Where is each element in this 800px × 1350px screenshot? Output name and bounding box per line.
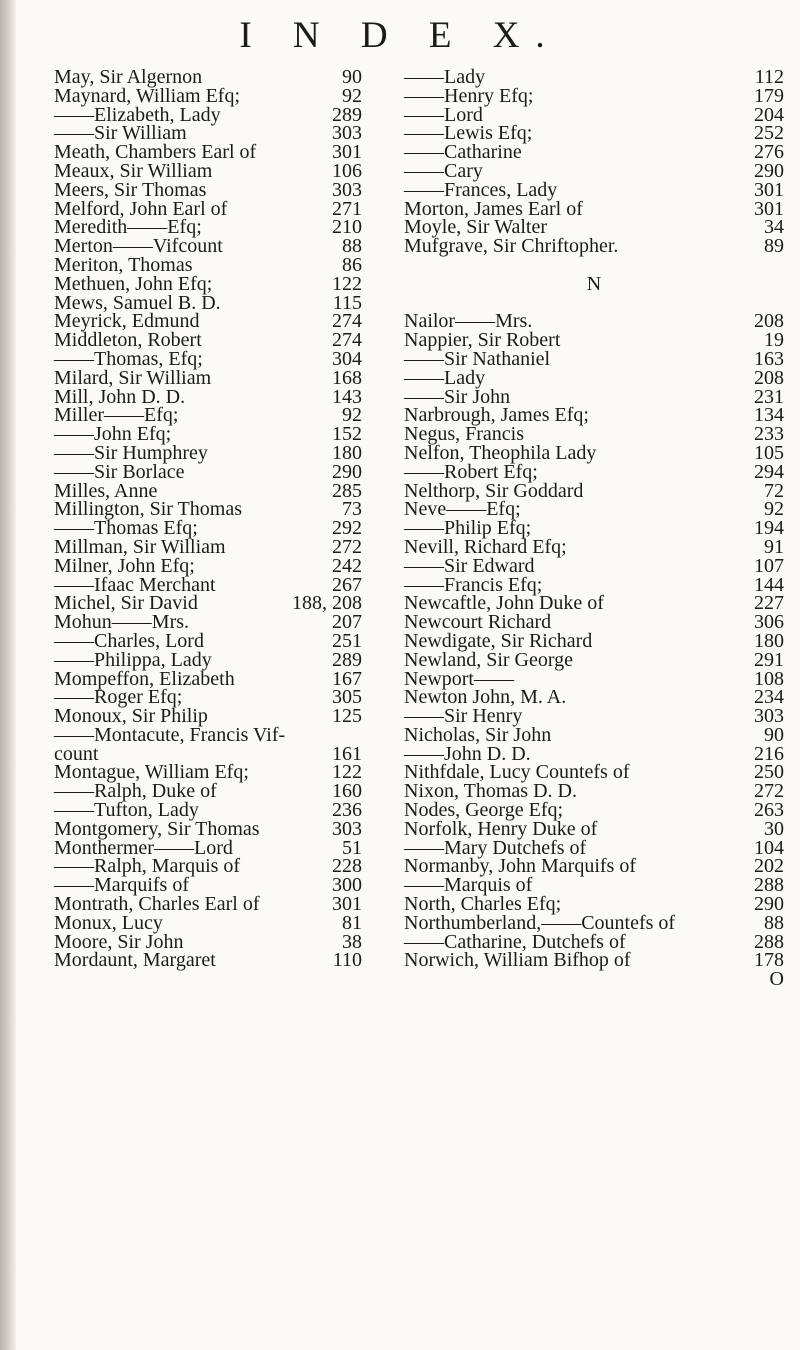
entry-name: Monoux, Sir Philip <box>54 705 208 728</box>
index-entry <box>404 347 784 370</box>
entry-page-number: 163 <box>754 347 784 370</box>
entry-name: Norwich, William Bifhop of <box>404 949 631 972</box>
entry-page-number: 188, 208 <box>292 592 362 615</box>
entry-name: Negus, Francis <box>404 423 524 446</box>
entry-name: ——Sir Borlace <box>54 460 185 483</box>
index-entry <box>54 911 414 934</box>
entry-name: count <box>54 742 99 765</box>
entry-name: ——Thomas Efq; <box>54 517 198 540</box>
index-entry <box>404 648 784 671</box>
entry-name: Meriton, Thomas <box>54 253 193 276</box>
entry-page-number: 301 <box>332 141 362 164</box>
entry-page-number: 72 <box>764 479 784 502</box>
entry-name: ——Lewis Efq; <box>404 122 533 145</box>
entry-page-number: 301 <box>754 197 784 220</box>
index-entry <box>54 723 414 746</box>
entry-page-number: 250 <box>754 761 784 784</box>
index-entry <box>404 441 784 464</box>
entry-page-number: 216 <box>754 742 784 765</box>
entry-page-number: 208 <box>754 310 784 333</box>
index-entry <box>54 554 414 577</box>
entry-name: Normanby, John Marquifs of <box>404 855 637 878</box>
index-entry <box>404 68 784 87</box>
entry-name: ——Robert Efq; <box>404 460 538 483</box>
entry-page-number: 294 <box>754 460 784 483</box>
entry-page-number: 233 <box>754 423 784 446</box>
entry-page-number: 161 <box>332 742 362 765</box>
entry-name: ——Lord <box>404 103 483 126</box>
entry-page-number: 134 <box>754 404 784 427</box>
index-entry <box>54 253 414 276</box>
entry-name: ——Sir Henry <box>404 705 523 728</box>
entry-name: ——Sir Nathaniel <box>404 347 551 370</box>
entry-name: Merton——Vifcount <box>54 235 223 258</box>
entry-name: Nixon, Thomas D. D. <box>404 780 577 803</box>
entry-page-number: 208 <box>754 366 784 389</box>
index-entry <box>54 629 414 652</box>
entry-page-number: 207 <box>332 611 362 634</box>
entry-page-number: 303 <box>332 122 362 145</box>
entry-page-number: 160 <box>332 780 362 803</box>
entry-name: Newcourt Richard <box>404 611 552 634</box>
entry-page-number: 231 <box>754 385 784 408</box>
entry-page-number: 122 <box>332 761 362 784</box>
entry-page-number: 290 <box>754 893 784 916</box>
entry-page-number: 291 <box>754 648 784 671</box>
entry-page-number: 272 <box>332 535 362 558</box>
entry-name: ——Philippa, Lady <box>54 648 212 671</box>
entry-page-number: 110 <box>332 949 362 972</box>
entry-page-number: 115 <box>332 291 362 314</box>
entry-name: Morton, James Earl of <box>404 197 583 220</box>
entry-name: Nevill, Richard Efq; <box>404 535 567 558</box>
entry-page-number: 290 <box>754 159 784 182</box>
entry-page-number: 178 <box>754 949 784 972</box>
index-entry <box>404 629 784 652</box>
entry-page-number: 285 <box>332 479 362 502</box>
entry-name: ——Sir William <box>54 122 187 145</box>
entry-name: Nailor——Mrs. <box>404 310 533 333</box>
entry-page-number: 38 <box>342 930 362 953</box>
entry-page-number: 81 <box>342 911 362 934</box>
entry-name: Nicholas, Sir John <box>404 723 552 746</box>
entry-page-number: 272 <box>754 780 784 803</box>
entry-page-number: 51 <box>342 836 362 859</box>
entry-name: Norfolk, Henry Duke of <box>404 817 598 840</box>
entry-name: Millman, Sir William <box>54 535 226 558</box>
entry-page-number: 88 <box>764 911 784 934</box>
entry-name: ——Cary <box>404 159 483 182</box>
entry-name: Montague, William Efq; <box>54 761 249 784</box>
entry-name: Milles, Anne <box>54 479 158 502</box>
entry-page-number: 90 <box>342 66 362 88</box>
entry-name: Northumberland,——Countefs of <box>404 911 676 934</box>
entry-name: Nodes, George Efq; <box>404 799 564 822</box>
entry-name: ——Philip Efq; <box>404 517 532 540</box>
entry-page-number: 252 <box>754 122 784 145</box>
entry-name: ——Thomas, Efq; <box>54 347 203 370</box>
entry-page-number: 290 <box>332 460 362 483</box>
entry-name: Millington, Sir Thomas <box>54 498 242 521</box>
entry-name: ——Lady <box>404 366 486 389</box>
entry-page-number: 304 <box>332 347 362 370</box>
entry-page-number: 179 <box>754 84 784 107</box>
entry-page-number: 88 <box>342 235 362 258</box>
entry-page-number: 300 <box>332 874 362 897</box>
entry-page-number: 152 <box>332 423 362 446</box>
entry-name: Milner, John Efq; <box>54 554 195 577</box>
index-entry <box>54 178 414 201</box>
index-entry <box>404 951 784 970</box>
entry-name: Narbrough, James Efq; <box>404 404 589 427</box>
entry-name: Mompeffon, Elizabeth <box>54 667 235 690</box>
entry-name: Monux, Lucy <box>54 911 163 934</box>
entry-name: May, Sir Algernon <box>54 66 203 88</box>
entry-name: ——Henry Efq; <box>404 84 534 107</box>
entry-name: ——Ralph, Duke of <box>54 780 217 803</box>
entry-page-number: 274 <box>332 310 362 333</box>
entry-name: ——Ifaac Merchant <box>54 573 216 596</box>
entry-page-number: 73 <box>342 498 362 521</box>
entry-page-number: 92 <box>342 404 362 427</box>
entry-page-number: 303 <box>754 705 784 728</box>
index-entry <box>54 441 414 464</box>
entry-page-number: 267 <box>332 573 362 596</box>
entry-page-number: 305 <box>332 686 362 709</box>
entry-page-number: 251 <box>332 629 362 652</box>
entry-page-number: 167 <box>332 667 362 690</box>
entry-name: Mohun——Mrs. <box>54 611 190 634</box>
entry-page-number: 227 <box>754 592 784 615</box>
index-column-right <box>404 68 784 989</box>
entry-name: ——Marquis of <box>404 874 533 897</box>
entry-page-number: 104 <box>754 836 784 859</box>
entry-page-number: 34 <box>764 216 784 239</box>
entry-name: Newport—— <box>404 667 514 690</box>
index-entry <box>54 535 414 558</box>
entry-name: Montrath, Charles Earl of <box>54 893 260 916</box>
entry-name: Mufgrave, Sir Chriftopher. <box>404 235 619 258</box>
index-column-left <box>54 68 414 970</box>
entry-page-number: 303 <box>332 178 362 201</box>
entry-name: Meers, Sir Thomas <box>54 178 207 201</box>
entry-page-number: 106 <box>332 159 362 182</box>
entry-page-number: 108 <box>754 667 784 690</box>
entry-page-number: 122 <box>332 272 362 295</box>
entry-page-number: 306 <box>754 611 784 634</box>
entry-name: Melford, John Earl of <box>54 197 228 220</box>
entry-page-number: 234 <box>754 686 784 709</box>
index-entry <box>404 366 784 389</box>
entry-name: Newton John, M. A. <box>404 686 567 709</box>
entry-name: ——Sir John <box>404 385 511 408</box>
entry-name: Nelthorp, Sir Goddard <box>404 479 584 502</box>
index-entry <box>54 366 414 389</box>
entry-name: Nelfon, Theophila Lady <box>404 441 597 464</box>
entry-page-number: 289 <box>332 103 362 126</box>
entry-page-number: 274 <box>332 329 362 352</box>
entry-page-number: 289 <box>332 648 362 671</box>
entry-name: ——Catharine, Dutchefs of <box>404 930 626 953</box>
entry-page-number: 180 <box>754 629 784 652</box>
entry-page-number: 301 <box>332 893 362 916</box>
entry-name: Methuen, John Efq; <box>54 272 213 295</box>
entry-page-number: 89 <box>764 235 784 258</box>
entry-name: ——Elizabeth, Lady <box>54 103 221 126</box>
entry-name: Moyle, Sir Walter <box>404 216 547 239</box>
entry-name: ——Tufton, Lady <box>54 799 199 822</box>
entry-name: ——Charles, Lord <box>54 629 204 652</box>
entry-name: ——Ralph, Marquis of <box>54 855 241 878</box>
entry-name: Mordaunt, Margaret <box>54 949 216 972</box>
entry-page-number: 263 <box>754 799 784 822</box>
entry-page-number: 125 <box>332 705 362 728</box>
entry-name: Middleton, Robert <box>54 329 202 352</box>
entry-name: ——Montacute, Francis Vif- <box>54 723 286 746</box>
entry-page-number: 30 <box>764 817 784 840</box>
entry-page-number: 236 <box>332 799 362 822</box>
entry-name: Neve——Efq; <box>404 498 521 521</box>
entry-name: ——Mary Dutchefs of <box>404 836 587 859</box>
entry-name: ——Sir Edward <box>404 554 535 577</box>
entry-page-number: 288 <box>754 930 784 953</box>
entry-page-number: 301 <box>754 178 784 201</box>
entry-page-number: 91 <box>764 535 784 558</box>
entry-page-number: 105 <box>754 441 784 464</box>
catchword: O <box>769 968 784 991</box>
entry-name: ——Roger Efq; <box>54 686 183 709</box>
index-entry <box>54 951 414 970</box>
entry-page-number: 92 <box>764 498 784 521</box>
entry-page-number: 144 <box>754 573 784 596</box>
entry-page-number: 276 <box>754 141 784 164</box>
entry-name: Newcaftle, John Duke of <box>404 592 604 615</box>
entry-name: ——Marquifs of <box>54 874 189 897</box>
entry-name: Moore, Sir John <box>54 930 184 953</box>
index-entry <box>404 723 784 746</box>
index-entry <box>54 648 414 671</box>
entry-name: ——Sir Humphrey <box>54 441 208 464</box>
entry-page-number: 204 <box>754 103 784 126</box>
index-entry <box>54 159 414 182</box>
entry-page-number: 242 <box>332 554 362 577</box>
index-entry <box>54 347 414 370</box>
entry-name: Meaux, Sir William <box>54 159 213 182</box>
entry-name: Meath, Chambers Earl of <box>54 141 257 164</box>
entry-name: ——Francis Efq; <box>404 573 543 596</box>
entry-name: Mill, John D. D. <box>54 385 186 408</box>
entry-page-number: 168 <box>332 366 362 389</box>
entry-page-number: 86 <box>342 253 362 276</box>
index-entry <box>54 84 414 107</box>
index-entry <box>54 460 414 483</box>
entry-page-number: 143 <box>332 385 362 408</box>
entry-page-number: 303 <box>332 817 362 840</box>
entry-page-number: 180 <box>332 441 362 464</box>
entry-name: Monthermer——Lord <box>54 836 233 859</box>
index-entry <box>404 535 784 558</box>
entry-page-number: 90 <box>764 723 784 746</box>
entry-name: Maynard, William Efq; <box>54 84 241 107</box>
entry-name: ——Catharine <box>404 141 522 164</box>
index-entry <box>404 178 784 201</box>
blank-line <box>404 256 784 275</box>
entry-page-number: 92 <box>342 84 362 107</box>
index-entry <box>404 237 784 256</box>
entry-name: Montgomery, Sir Thomas <box>54 817 260 840</box>
entry-name: Meyrick, Edmund <box>54 310 200 333</box>
entry-name: ——Frances, Lady <box>404 178 558 201</box>
entry-page-number: 228 <box>332 855 362 878</box>
entry-name: Milard, Sir William <box>54 366 212 389</box>
entry-name: Meredith——Efq; <box>54 216 202 239</box>
entry-name: ——Lady <box>404 66 486 88</box>
entry-page-number: 288 <box>754 874 784 897</box>
entry-name: ——John Efq; <box>54 423 172 446</box>
entry-name: Nappier, Sir Robert <box>404 329 561 352</box>
entry-name: ——John D. D. <box>404 742 531 765</box>
section-letter: N <box>586 272 602 295</box>
index-entry <box>404 460 784 483</box>
index-entry <box>404 817 784 840</box>
entry-name: Mews, Samuel B. D. <box>54 291 221 314</box>
entry-name: North, Charles Efq; <box>404 893 562 916</box>
entry-name: Michel, Sir David <box>54 592 198 615</box>
entry-name: Newdigate, Sir Richard <box>404 629 593 652</box>
entry-page-number: 194 <box>754 517 784 540</box>
index-entry <box>404 84 784 107</box>
entry-name: Nithfdale, Lucy Countefs of <box>404 761 630 784</box>
index-entry <box>54 272 414 295</box>
index-entry <box>404 911 784 934</box>
entry-page-number: 112 <box>754 66 784 88</box>
entry-page-number: 19 <box>764 329 784 352</box>
index-entry <box>404 159 784 182</box>
index-entry <box>404 554 784 577</box>
entry-page-number: 107 <box>754 554 784 577</box>
entry-name: Newland, Sir George <box>404 648 574 671</box>
index-entry <box>54 68 414 87</box>
page-title: I N D E X. <box>239 15 561 56</box>
entry-page-number: 271 <box>332 197 362 220</box>
entry-name: Miller——Efq; <box>54 404 179 427</box>
page-binding-edge <box>0 0 16 1350</box>
index-entry <box>54 817 414 840</box>
entry-page-number: 292 <box>332 517 362 540</box>
entry-page-number: 210 <box>332 216 362 239</box>
entry-page-number: 202 <box>754 855 784 878</box>
